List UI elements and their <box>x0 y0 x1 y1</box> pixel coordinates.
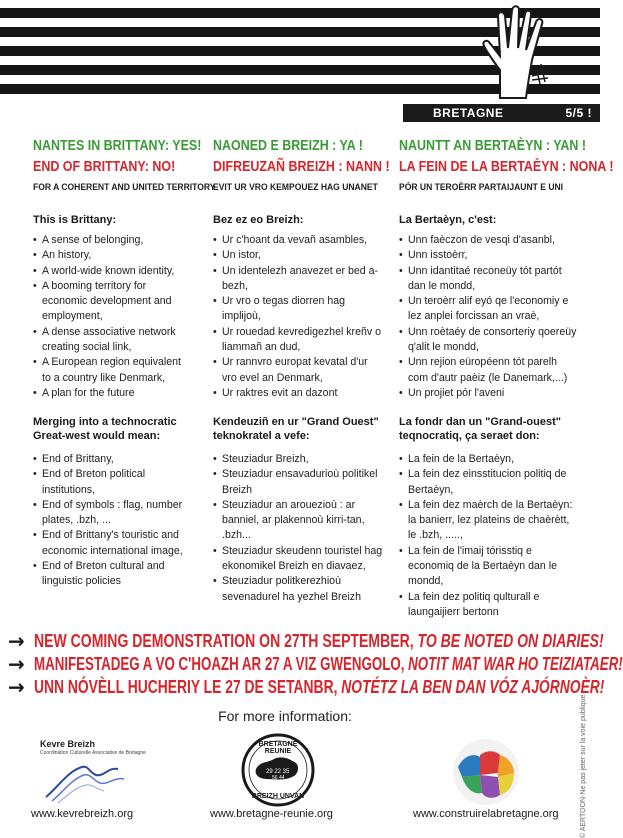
list-item: • Un istor, <box>213 248 385 263</box>
info-label: For more information: <box>218 708 352 724</box>
list-item: • Un projiet pór l'aveni <box>399 386 579 401</box>
url-kevrebreizh[interactable]: www.kevrebreizh.org <box>31 808 134 820</box>
bullet-list <box>33 452 193 590</box>
column-english <box>33 137 218 194</box>
section-title: Kendeuziñ en ur "Grand Ouest" teknokratel a vefe: <box>213 416 379 442</box>
announcement-italic: NOTIT MAT WAR HO TEIZIATAER! <box>408 654 623 674</box>
section-title: La Bertaèyn, c'est: <box>399 214 497 226</box>
list-item: • End of Brittany's touristic and economic international image, <box>33 528 193 559</box>
url-construirelabretagne[interactable]: www.construirelabretagne.org <box>413 808 559 820</box>
bullet-list <box>399 452 579 620</box>
announcement-line <box>34 630 604 652</box>
arrow-right-icon: → <box>8 629 25 653</box>
announcement-gallo <box>8 675 605 699</box>
list-item: • Steuziadur politkerezhioù sevenadurel ha yezhel Breizh <box>213 574 385 605</box>
list-item: • La fein de la Bertaèyn, <box>399 452 579 467</box>
region-badge <box>403 104 600 122</box>
headline-red: LA FEIN DE LA BERTAÈYN : NONA ! <box>399 159 614 175</box>
url-bretagne-reunie[interactable]: www.bretagne-reunie.org <box>210 808 333 820</box>
svg-text:29 22 35: 29 22 35 <box>266 769 290 775</box>
list-item: • Steuziadur skeudenn touristel hag ekonomikel Breizh en diavaez, <box>213 544 385 575</box>
list-item: • Ur rouedad kevredigezhel kreñv o liammañ an dud, <box>213 325 385 356</box>
list-item: • Unn faèczon de vesqi d'asanbl, <box>399 233 579 248</box>
logo-title: Kevre Breizh <box>40 739 96 749</box>
headline-green: NAUNTT AN BERTAÈYN : YAN ! <box>399 138 587 154</box>
list-item: • A world-wide known identity, <box>33 264 183 279</box>
list-item: • A plan for the future <box>33 386 183 401</box>
bullet-list <box>399 233 579 401</box>
section-title: La fondr dan un "Grand-ouest" teqnocratiq, ça seraet don: <box>399 416 561 442</box>
brittany-map-logo <box>450 737 522 807</box>
list-item: • A European region equivalent to a country like Denmark, <box>33 355 183 386</box>
headline-red: DIFREUZAÑ BREIZH : NANN ! <box>213 159 390 175</box>
headline-red: END OF BRITTANY: NO! <box>33 159 176 175</box>
section-title: Merging into a technocratic Great-west would mean: <box>33 416 177 442</box>
logo-top-text: BRETAGNE REUNIE <box>258 741 298 755</box>
announcement-italic: NOTÉTZ LA BEN DAN VÓZ AJÓRNOÈR! <box>341 677 605 697</box>
raised-hand-icon <box>470 2 570 102</box>
announcement-english <box>8 629 604 653</box>
section-title: This is Brittany: <box>33 214 117 226</box>
column-breton <box>213 137 398 194</box>
list-item: • Un teroèrr alif eyó qe l'economiy e lez anplei forcissan an vraè, <box>399 294 579 325</box>
swoosh-graphic <box>38 757 148 803</box>
list-item: • La fein de l'imaij tórisstiq e economiq de la Bertaèyn dan le mondd, <box>399 544 579 590</box>
list-item: • Ur vro o tegas diorren hag implijoù, <box>213 294 385 325</box>
list-item: • Steuziadur Breizh, <box>213 452 385 467</box>
tagline: FOR A COHERENT AND UNITED TERRITORY <box>33 182 216 193</box>
count-label: 5/5 ! <box>565 106 592 120</box>
bullet-list <box>213 452 385 605</box>
announcement-breton <box>8 652 623 676</box>
announcement-main: UNN NÓVÈLL HUCHERIY LE 27 DE SETANBR, <box>34 677 338 697</box>
copyright-note: © AERTOON-Ne pas jeter sur la voie publique <box>580 694 587 838</box>
region-label: BRETAGNE <box>433 106 504 120</box>
list-item: • A dense associative network creating social link, <box>33 325 183 356</box>
list-item: • Ur c'hoant da vevañ asambles, <box>213 233 385 248</box>
list-item: • An history, <box>33 248 183 263</box>
headline-green: NAONED E BREIZH : YA ! <box>213 138 363 154</box>
logo-subtitle: Coordination Culturelle Associative de Bretagne <box>40 750 146 756</box>
section-title: Bez ez eo Breizh: <box>213 214 304 226</box>
list-item: • Steuziadur an arouezioù : ar banniel, ar plakennoù kirri-tan, .bzh... <box>213 498 385 544</box>
arrow-right-icon: → <box>8 652 25 676</box>
list-item: • La fein dez einsstitucion politiq de Bertaèyn, <box>399 467 579 498</box>
list-item: • Un identelezh anavezet er bed a-bezh, <box>213 264 385 295</box>
headline-green: NANTES IN BRITTANY: YES! <box>33 138 202 154</box>
list-item: • La fein dez maèrch de la Bertaèyn: la banierr, lez plateins de chaèrètt, le .bzh, ....., <box>399 498 579 544</box>
column-gallo <box>399 137 614 194</box>
list-item: • End of Brittany, <box>33 452 193 467</box>
list-item: • La fein dez politiq qulturall e laungaijierr bertonn <box>399 590 579 621</box>
logo-bottom-text: BREIZH UNVAN <box>251 793 305 800</box>
arrow-right-icon: → <box>8 675 25 699</box>
list-item: • Ur rannvro europat kevatal d'ur vro evel an Denmark, <box>213 355 385 386</box>
bullet-list <box>33 233 183 401</box>
list-item: • End of Breton political institutions, <box>33 467 193 498</box>
kevre-breizh-logo <box>38 737 148 803</box>
list-item: • Unn idantitaé reconeüy tót partót dan le mondd, <box>399 264 579 295</box>
list-item: • Unn roètaéy de consorteriy qoereüy q'alit le mondd, <box>399 325 579 356</box>
tagline: PÓR UN TEROÈRR PARTAIJAUNT E UNI <box>399 182 564 193</box>
announcement-line <box>34 676 604 698</box>
announcement-main: NEW COMING DEMONSTRATION ON 27TH SEPTEMBER, <box>34 631 414 651</box>
list-item: • A sense of belonging, <box>33 233 183 248</box>
list-item: • Unn isstoèrr, <box>399 248 579 263</box>
list-item: • End of symbols : flag, number plates, .bzh, ... <box>33 498 193 529</box>
list-item: • Steuziadur ensavadurioù politikel Breizh <box>213 467 385 498</box>
svg-text:56 44: 56 44 <box>272 775 285 781</box>
list-item: • Ur raktres evit an dazont <box>213 386 385 401</box>
bullet-list <box>213 233 385 401</box>
announcement-main: MANIFESTADEG A VO C'HOAZH AR 27 A VIZ GWENGOLO, <box>34 654 405 674</box>
tagline: EVIT UR VRO KEMPOUEZ HAG UNANET <box>213 182 378 193</box>
list-item: • End of Breton cultural and linguistic policies <box>33 559 193 590</box>
list-item: • Unn rejion eüropéenn tót parelh com d'autr paèiz (le Danemark,...) <box>399 355 579 386</box>
announcement-line <box>34 653 623 675</box>
announcement-italic: TO BE NOTED ON DIARIES! <box>417 631 604 651</box>
list-item: • A booming territory for economic development and employment, <box>33 279 183 325</box>
